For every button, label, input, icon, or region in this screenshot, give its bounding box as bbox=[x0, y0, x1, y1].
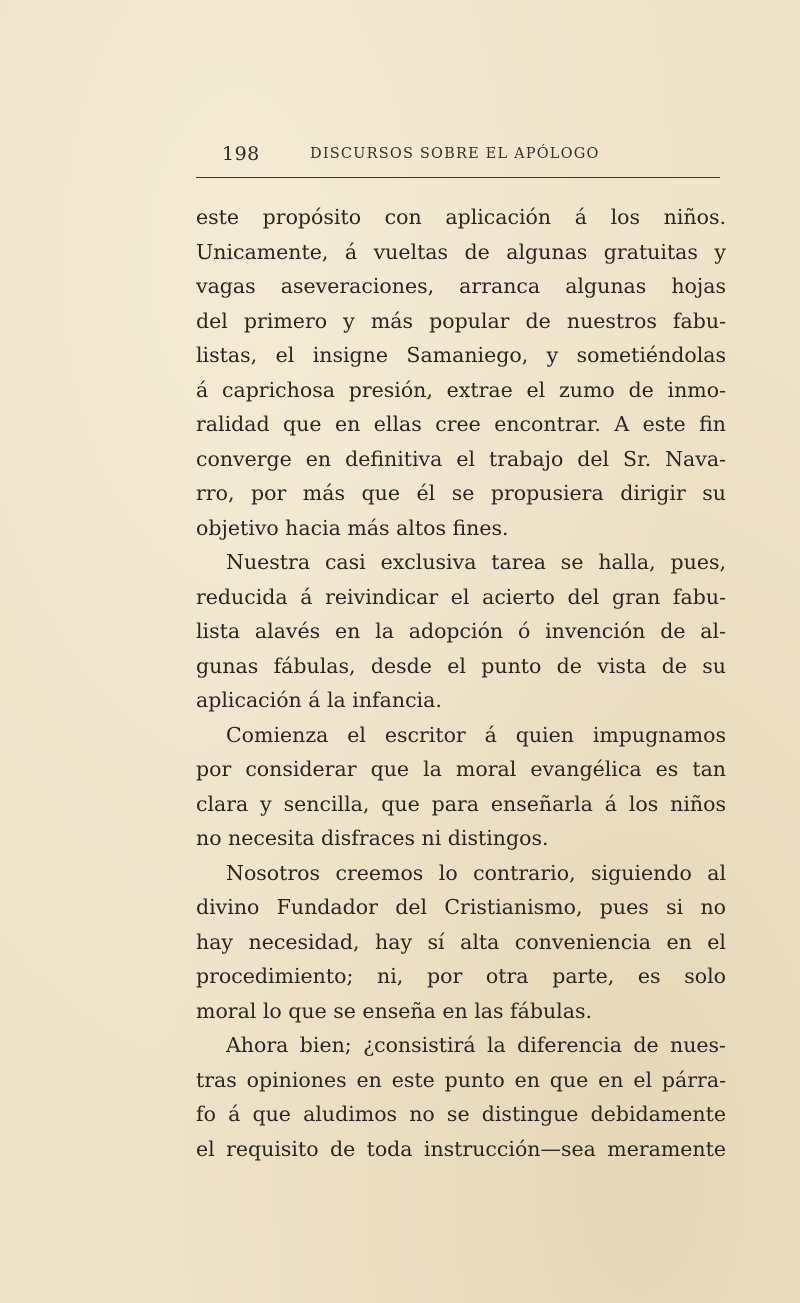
text-line: converge en definitiva el trabajo del Sr. Nava- bbox=[196, 446, 726, 471]
text-line: Unicamente, á vueltas de algunas gratuitas y bbox=[196, 239, 726, 264]
text-line: procedimiento; ni, por otra parte, es solo bbox=[196, 964, 726, 988]
text-line: objetivo hacia más altos fines. bbox=[196, 515, 509, 540]
header-rule bbox=[196, 177, 720, 178]
text-line: reducida á reivindicar el acierto del gran fabu- bbox=[196, 584, 726, 609]
text-line: por considerar que la moral evangélica es tan bbox=[196, 757, 726, 781]
text-line: tras opiniones en este punto en que en el párra- bbox=[196, 1067, 726, 1092]
body-text bbox=[196, 200, 726, 1166]
text-line: fo á que aludimos no se distingue debidamente bbox=[196, 1102, 726, 1126]
running-head bbox=[222, 143, 722, 167]
text-line: del primero y más popular de nuestros fabu- bbox=[196, 308, 726, 333]
paragraph-start-line: Nuestra casi exclusiva tarea se halla, pues, bbox=[226, 550, 726, 574]
text-line: aplicación á la infancia. bbox=[196, 688, 442, 712]
text-line: lista alavés en la adopción ó invención de al- bbox=[196, 619, 726, 643]
text-line: ralidad que en ellas cree encontrar. A este fin bbox=[196, 412, 726, 436]
text-line: divino Fundador del Cristianismo, pues si no bbox=[196, 895, 726, 919]
text-line: el requisito de toda instrucción—sea meramente bbox=[196, 1136, 726, 1161]
text-line: rro, por más que él se propusiera dirigir su bbox=[196, 481, 726, 505]
text-line: listas, el insigne Samaniego, y sometiéndolas bbox=[196, 343, 726, 367]
paragraph-start-line: Ahora bien; ¿consistirá la diferencia de nues- bbox=[226, 1033, 726, 1057]
text-line: hay necesidad, hay sí alta conveniencia en el bbox=[196, 929, 726, 954]
text-line: gunas fábulas, desde el punto de vista de su bbox=[196, 653, 726, 678]
text-line: á caprichosa presión, extrae el zumo de inmo- bbox=[196, 377, 726, 402]
paragraph-start-line: Nosotros creemos lo contrario, siguiendo al bbox=[226, 860, 726, 885]
text-line: vagas aseveraciones, arranca algunas hojas bbox=[196, 274, 726, 298]
text-line: este propósito con aplicación á los niños. bbox=[196, 205, 726, 229]
running-title: DISCURSOS SOBRE EL APÓLOGO bbox=[310, 146, 600, 162]
text-line: moral lo que se enseña en las fábulas. bbox=[196, 998, 592, 1023]
paragraph-start-line: Comienza el escritor á quien impugnamos bbox=[226, 722, 726, 747]
page-number: 198 bbox=[222, 143, 260, 165]
text-line: clara y sencilla, que para enseñarla á los niños bbox=[196, 791, 726, 816]
text-line: no necesita disfraces ni distingos. bbox=[196, 826, 549, 850]
